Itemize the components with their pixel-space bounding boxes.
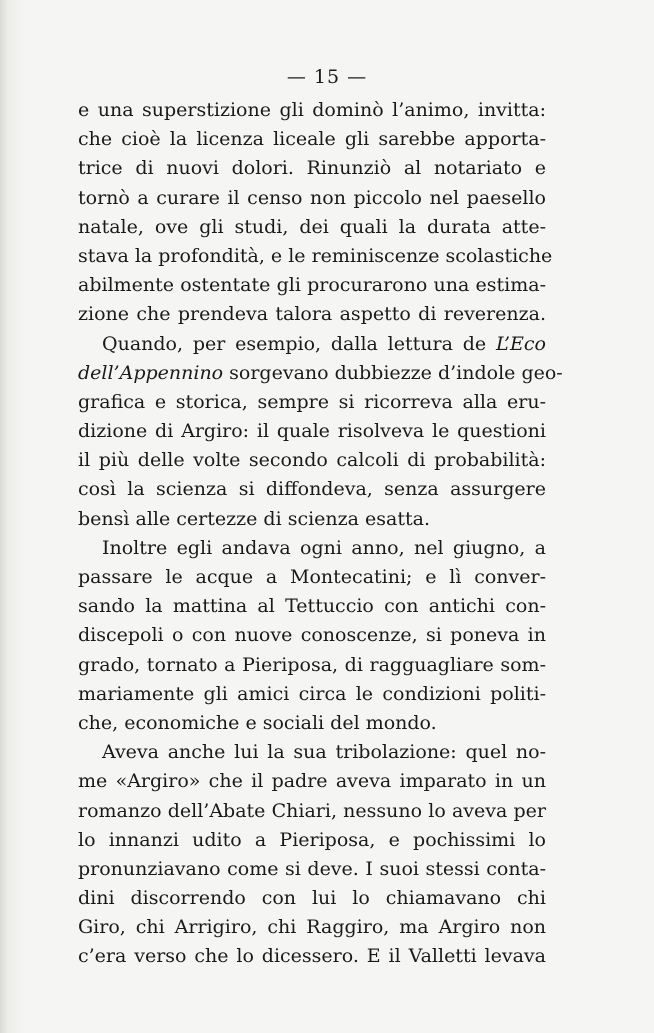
text-line: passare le acque a Montecatini; e lì conver-	[78, 566, 546, 588]
text-line: Giro, chi Arrigiro, chi Raggiro, ma Argiro non	[78, 916, 546, 939]
text-line: dizione di Argiro: il quale risolveva le questioni	[78, 420, 546, 443]
text-line: mariamente gli amici circa le condizioni politi-	[78, 682, 546, 705]
text-line: natale, ove gli studi, dei quali la durata atte-	[78, 215, 546, 238]
text-line: romanzo dell’Abate Chiari, nessuno lo aveva per	[78, 799, 546, 822]
text-line: lo innanzi udito a Pieriposa, e pochissimi lo	[78, 828, 546, 851]
text-line: il più delle volte secondo calcoli di probabilità:	[78, 449, 546, 472]
text-line-paragraph-start	[78, 330, 546, 359]
text-line: che, economiche e sociali del mondo.	[78, 711, 437, 734]
text-line: c’era verso che lo dicessero. E il Valletti levava	[78, 945, 546, 968]
text-line-paragraph-start: Aveva anche lui la sua tribolazione: quel no-	[102, 741, 546, 764]
page-number: — 15 —	[286, 66, 368, 88]
text-segment: Quando, per esempio, dalla lettura de	[102, 332, 496, 355]
text-line: così la scienza si diffondeva, senza assurgere	[78, 478, 546, 501]
body-text	[78, 96, 563, 972]
text-line: trice di nuovi dolori. Rinunziò al notariato e	[78, 157, 546, 180]
text-line: che cioè la licenza liceale gli sarebbe apporta-	[78, 128, 546, 151]
text-line-paragraph-start: Inoltre egli andava ogni anno, nel giugno, a	[102, 536, 546, 559]
text-line: me «Argiro» che il padre aveva imparato in un	[78, 770, 546, 793]
text-line: grafica e storica, sempre si ricorreva alla eru-	[78, 390, 546, 413]
text-line: pronunziavano come si deve. I suoi stessi conta-	[78, 857, 546, 880]
italic-title: L’Eco	[495, 332, 546, 355]
text-line: abilmente ostentate gli procurarono una estima-	[78, 274, 546, 297]
text-segment: sorgevano dubbiezze d’indole geo-	[223, 361, 563, 384]
text-line: e una superstizione gli dominò l’animo, invitta:	[78, 99, 546, 121]
text-line: grado, tornato a Pieriposa, di ragguagliare som-	[78, 653, 546, 676]
text-line: zione che prendeva talora aspetto di reverenza.	[78, 303, 546, 326]
italic-title: dell’Appennino	[78, 361, 224, 384]
text-line: stava la profondità, e le reminiscenze scolastiche	[78, 244, 553, 267]
text-line: discepoli o con nuove conoscenze, si poneva in	[78, 624, 546, 647]
text-line: dini discorrendo con lui lo chiamavano chi	[78, 887, 546, 910]
text-line: sando la mattina al Tettuccio con antichi con-	[78, 595, 546, 618]
text-line	[78, 359, 563, 388]
text-line: tornò a curare il censo non piccolo nel paesello	[78, 186, 546, 209]
text-line: bensì alle certezze di scienza esatta.	[78, 507, 430, 530]
